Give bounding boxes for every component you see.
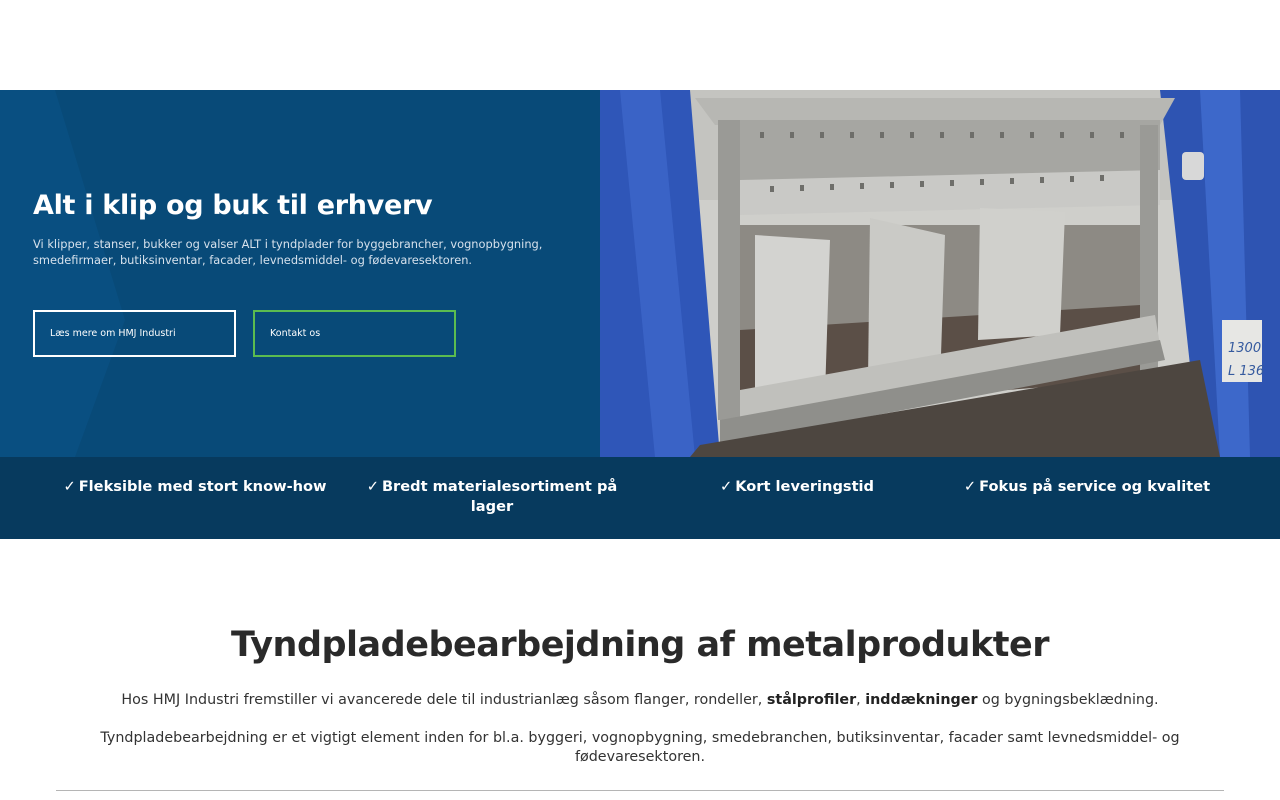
- van-shelving-illustration: [600, 90, 1280, 457]
- usp-label: Kort leveringstid: [735, 478, 875, 495]
- hero-title: Alt i klip og buk til erhverv: [33, 190, 433, 221]
- check-icon: ✓: [719, 478, 733, 495]
- usp-label: Fokus på service og kvalitet: [979, 478, 1211, 495]
- contact-button[interactable]: Kontakt os: [253, 310, 456, 357]
- divider: [56, 790, 1224, 791]
- usp-item: [952, 477, 1222, 497]
- check-icon: ✓: [63, 478, 76, 495]
- link-inddaekninger[interactable]: inddækninger: [865, 692, 978, 708]
- intro-text: Hos HMJ Industri fremstiller vi avancerede dele til industrianlæg såsom flanger, rondeller,: [121, 692, 767, 708]
- usp-item: [352, 477, 632, 517]
- separator: ,: [856, 692, 866, 708]
- usp-label: Fleksible med stort know-how: [78, 478, 327, 495]
- read-more-button[interactable]: Læs mere om HMJ Industri: [33, 310, 236, 357]
- link-stalprofiler[interactable]: stålprofiler: [766, 692, 857, 708]
- intro-text: og bygningsbeklædning.: [977, 692, 1159, 708]
- intro-paragraph-2: Tyndpladebearbejdning er et vigtigt element inden for bl.a. byggeri, vognopbygning, smedebranchen, butiksinventar, facader samt levnedsmiddel- og fødevaresektoren.: [100, 730, 1180, 765]
- check-icon: ✓: [366, 478, 379, 495]
- svg-text:1300: 1300: [1228, 341, 1262, 356]
- hero-description: Vi klipper, stanser, bukker og valser ALT i tyndplader for byggebrancher, vognopbygning, smedefirmaer, butiksinventar, facader, levnedsmiddel- og fødevaresektoren.: [33, 237, 543, 267]
- intro-section: [0, 539, 1280, 800]
- hero-text-panel: [0, 90, 600, 457]
- usp-bar: [0, 457, 1280, 539]
- usp-label: Bredt materialesortiment på lager: [381, 478, 618, 515]
- hero-background-shape: [0, 90, 600, 457]
- site-header: [0, 0, 1280, 90]
- usp-item: [60, 477, 330, 497]
- intro-paragraph: [60, 690, 1220, 710]
- section-title: Tyndpladebearbejdning af metalprodukter: [231, 625, 1049, 665]
- check-icon: ✓: [963, 478, 977, 495]
- svg-text:L 136: L 136: [1228, 364, 1265, 379]
- hero-section: [0, 90, 1280, 457]
- usp-item: [652, 477, 942, 497]
- hero-image-van-shelving: [600, 90, 1280, 457]
